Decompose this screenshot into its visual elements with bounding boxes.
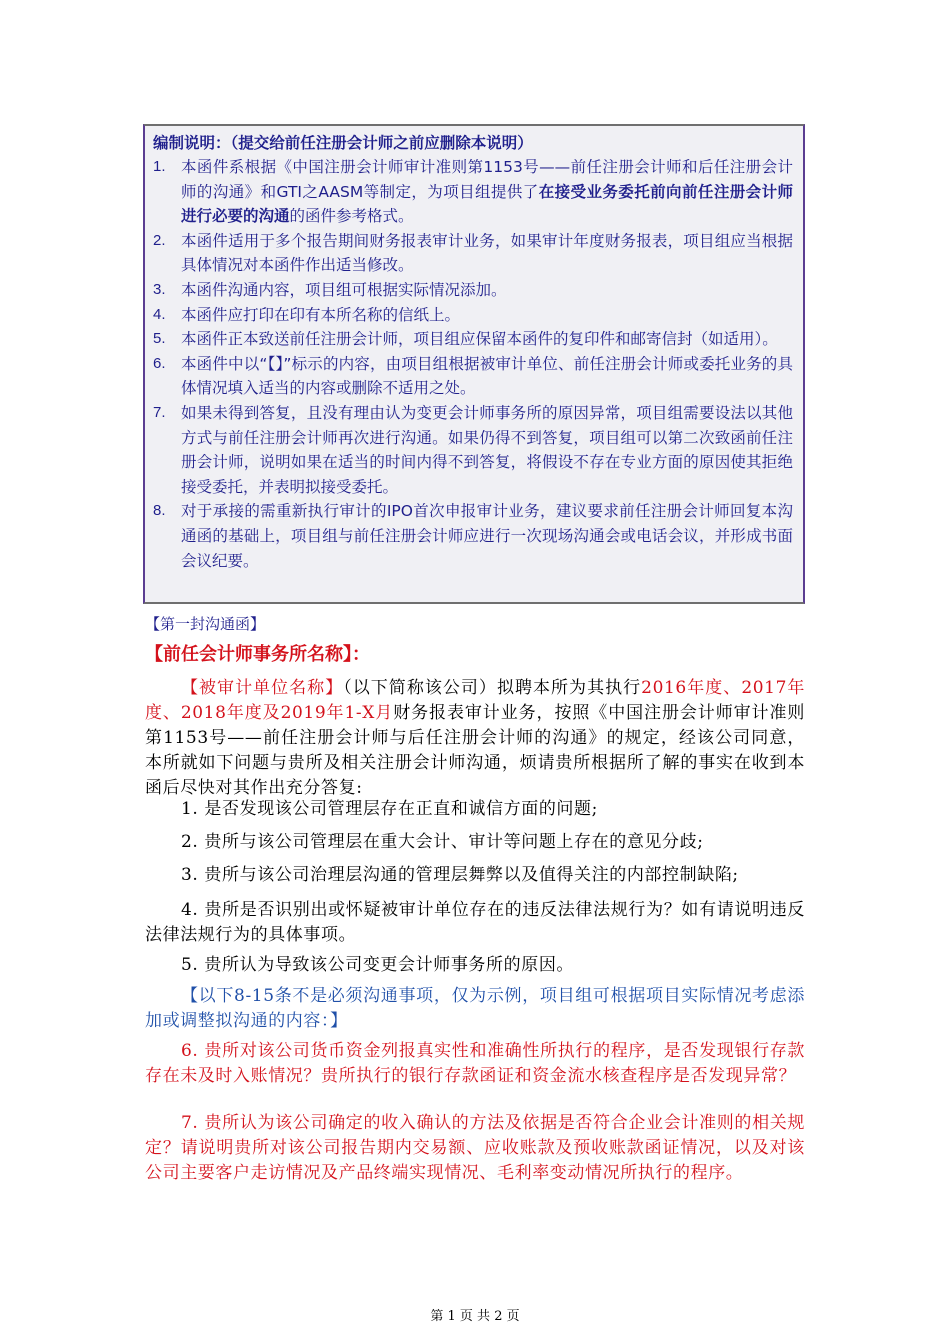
note-item-number: 7. <box>153 403 166 421</box>
note-item-text: 本函件适用于多个报告期间财务报表审计业务，如果审计年度财务报表，项目组应当根据具体情况对本函件作出适当修改。 <box>181 231 793 275</box>
compilation-note-box <box>143 124 805 604</box>
note-item <box>153 401 793 499</box>
note-item-text: 本函件正本致送前任注册会计师，项目组应保留本函件的复印件和邮寄信封（如适用）。 <box>181 330 778 349</box>
addressee: 【前任会计师事务所名称】： <box>145 644 370 665</box>
note-item-number: 6. <box>153 354 166 372</box>
note-item-number: 1. <box>153 158 166 175</box>
note-item-text: 本函件沟通内容，项目组可根据实际情况添加。 <box>181 280 507 299</box>
question-item: 3. 贵所与该公司治理层沟通的管理层舞弊以及值得关注的内部控制缺陷; <box>181 865 739 885</box>
note-item <box>153 499 793 573</box>
note-item-text: 本函件应打印在印有本所名称的信纸上。 <box>181 305 461 324</box>
page-footer: 第 1 页 共 2 页 <box>430 1309 520 1324</box>
note-title: 编制说明：（提交给前任注册会计师之前应删除本说明） <box>153 134 533 152</box>
question-item: 4. 贵所是否识别出或怀疑被审计单位存在的违反法律法规行为？如有请说明违反法律法规行为的具体事项。 <box>145 900 805 945</box>
note-list <box>153 155 793 573</box>
note-item-text: 对于承接的需重新执行审计的IPO首次申报审计业务，建议要求前任注册会计师回复本沟通函的基础上，项目组与前任注册会计师应进行一次现场沟通会或电话会议，并形成书面会议纪要。 <box>181 502 793 570</box>
note-item-emphasis: 在接受业务委托前向前任注册会计师进行必要的沟通 <box>181 182 793 226</box>
note-item <box>153 327 793 352</box>
note-item-number: 5. <box>153 330 166 348</box>
note-item-number: 8. <box>153 502 166 520</box>
audited-entity-placeholder: 【被审计单位名称】 <box>181 678 344 698</box>
optional-question-item: 6. 贵所对该公司货币资金列报真实性和准确性所执行的程序，是否发现银行存款存在未及时入账情况？贵所执行的银行存款函证和资金流水核查程序是否发现异常？ <box>145 1041 805 1086</box>
note-item-number: 3. <box>153 280 166 298</box>
audit-periods: 2016年度、2017年度、2018年度及2019年1-X月 <box>145 678 806 723</box>
question-item: 1. 是否发现该公司管理层存在正直和诚信方面的问题; <box>181 799 598 819</box>
note-item <box>153 303 793 328</box>
note-item <box>153 352 793 401</box>
note-item-number: 2. <box>153 231 166 249</box>
note-item <box>153 278 793 303</box>
optional-question-item: 7. 贵所认为该公司确定的收入确认的方法及依据是否符合企业会计准则的相关规定？请说明贵所对该公司报告期内交易额、应收账款及预收账款函证情况，以及对该公司主要客户走访情况及产品终端实现情况、毛利率变动情况所执行的程序。 <box>145 1113 805 1183</box>
note-item-number: 4. <box>153 305 166 323</box>
optional-items-note: 【以下8-15条不是必须沟通事项，仅为示例，项目组可根据项目实际情况考虑添加或调整拟沟通的内容：】 <box>145 986 805 1031</box>
note-item-text: 本函件系根据《中国注册会计师审计准则第1153号——前任注册会计师和后任注册会计师的沟通》和GTI之AASM等制定，为项目组提供了在接受业务委托前向前任注册会计师进行必要的沟通的函件参考格式。 <box>181 158 793 226</box>
letter-tag: 【第一封沟通函】 <box>145 615 266 633</box>
note-item <box>153 229 793 278</box>
note-item-text: 如果未得到答复，且没有理由认为变更会计师事务所的原因异常，项目组需要设法以其他方式与前任注册会计师再次进行沟通。如果仍得不到答复，项目组可以第二次致函前任注册会计师，说明如果在适当的时间内得不到答复，将假设不存在专业方面的原因使其拒绝接受委托，并表明拟接受委托。 <box>181 403 793 496</box>
question-item: 5. 贵所认为导致该公司变更会计师事务所的原因。 <box>181 955 575 975</box>
letter-intro: 【被审计单位名称】（以下简称该公司）拟聘本所为其执行2016年度、2017年度、2018年度及2019年1-X月财务报表审计业务，按照《中国注册会计师审计准则第1153号——前任注册会计师与后任注册会计师的沟通》的规定，经该公司同意，本所就如下问题与贵所及相关注册会计师沟通，烦请贵所根据所了解的事实在收到本函后尽快对其作出充分答复: <box>145 678 806 798</box>
note-item-text: 本函件中以“【】”标示的内容，由项目组根据被审计单位、前任注册会计师或委托业务的具体情况填入适当的内容或删除不适用之处。 <box>181 354 793 398</box>
question-item: 2. 贵所与该公司管理层在重大会计、审计等问题上存在的意见分歧; <box>181 832 704 852</box>
note-item <box>153 155 793 229</box>
